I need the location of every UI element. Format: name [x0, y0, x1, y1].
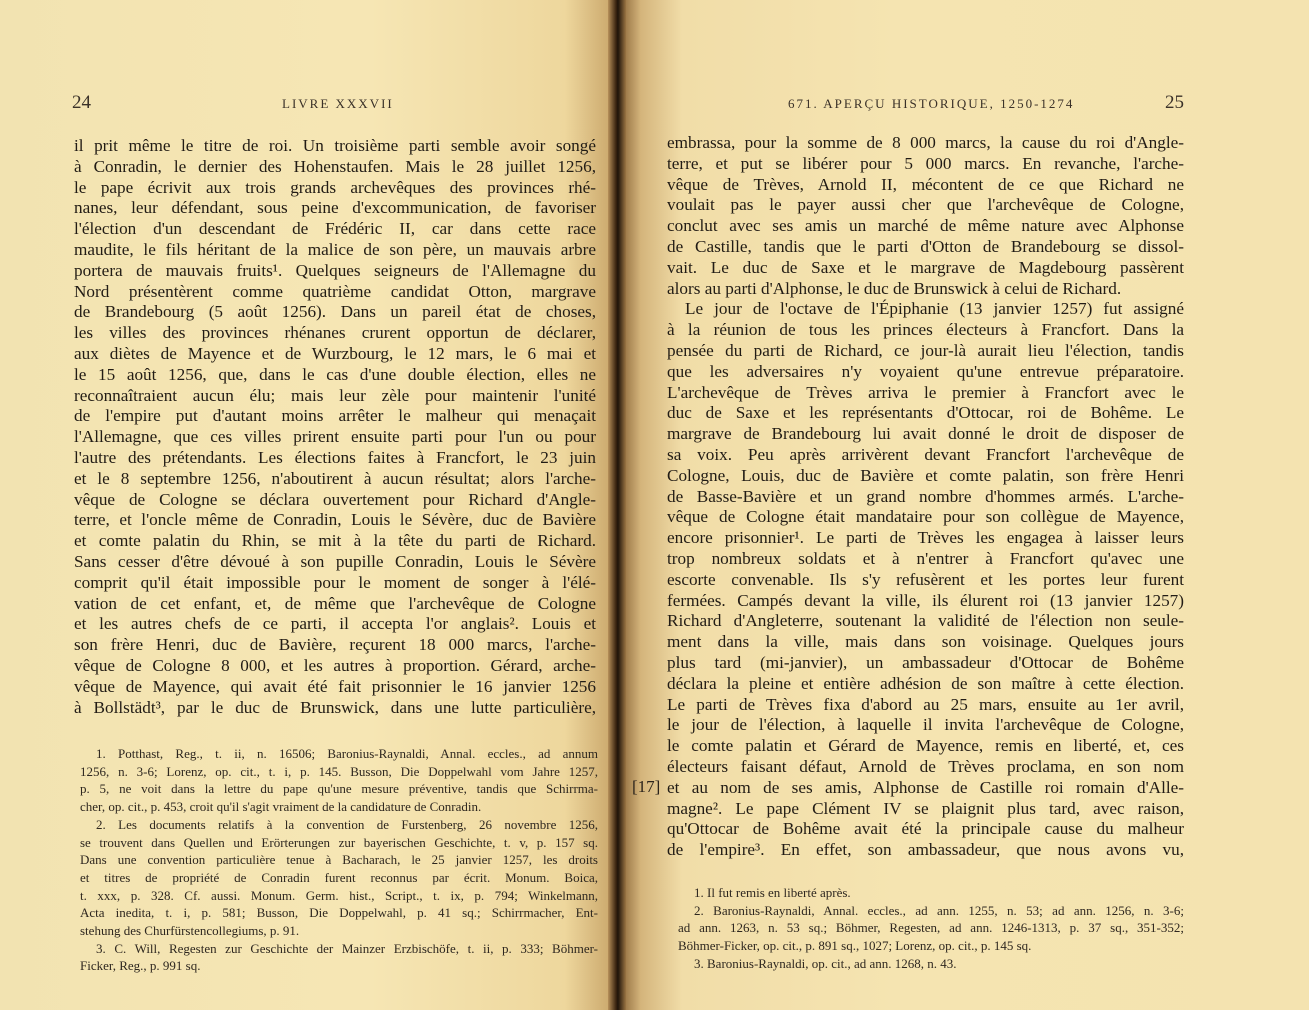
text-line: son frère Henri, duc de Bavière, reçurent 18 000 marcs, l'arche- — [74, 635, 596, 655]
footnote-line: 1256, n. 3-6; Lorenz, op. cit., t. i, p. 145. Busson, Die Doppelwahl vom Jahre 1257, — [80, 763, 598, 779]
text-line: les villes des provinces rhénanes crurent opportun de déclarer, — [74, 323, 596, 343]
footnote-line: Ficker, Reg., p. 991 sq. — [80, 958, 201, 974]
text-line: l'autre des prétendants. Les élections faites à Francfort, le 23 juin — [74, 447, 596, 467]
text-line: le 15 août 1256, que, dans le cas d'une double élection, elles ne — [74, 364, 596, 384]
footnotes — [678, 884, 1184, 973]
text-line: fermées. Campés devant la ville, ils élurent roi (13 janvier 1257) — [667, 590, 1184, 610]
text-line: à la réunion de tous les princes électeurs à Francfort. Dans la — [667, 320, 1184, 340]
footnote-line: se trouvent dans Quellen und Erörterungen zur bayerischen Geschichte, t. v, p. 157 sq. — [80, 834, 598, 850]
text-line: et le 8 septembre 1256, n'aboutirent à aucun résultat; alors l'arche- — [74, 468, 596, 488]
margin-marker: [17] — [632, 777, 661, 796]
text-line: électeurs faisant défaut, Arnold de Trèves proclama, en son nom — [667, 756, 1184, 776]
text-line: vêque de Trèves, Arnold II, mécontent de ce que Richard ne — [667, 174, 1184, 194]
text-line: de l'empire³. En effet, son ambassadeur, que nous avons vu, — [667, 840, 1184, 860]
text-line: Richard d'Angleterre, soutenant la validité de l'élection non seule- — [667, 611, 1184, 631]
footnote-line: Böhmer-Ficker, op. cit., p. 891 sq., 1027; Lorenz, op. cit., p. 145 sq. — [678, 938, 1032, 954]
text-line: comprit qu'il était impossible pour le moment de songer à l'élé- — [74, 572, 596, 592]
text-line: duc de Saxe et les représentants d'Ottocar, roi de Bohême. Le — [667, 403, 1184, 423]
text-line: portera de mauvais fruits¹. Quelques seigneurs de l'Allemagne du — [74, 260, 596, 280]
text-line: Sans cesser d'être dévoué à son pupille Conradin, Louis le Sévère — [74, 551, 596, 571]
footnote-line: 3. Baronius-Raynaldi, op. cit., ad ann. 1268, n. 43. — [694, 955, 957, 971]
text-line: trop nombreux soldats et à n'entrer à Francfort qu'avec une — [667, 548, 1184, 568]
text-line: de Brandebourg (5 août 1256). Dans un pareil état de choses, — [74, 302, 596, 322]
text-line: vation de cet enfant, et, de même que l'archevêque de Cologne — [74, 593, 596, 613]
text-line: nanes, leur défendant, sous peine d'excommunication, de favoriser — [74, 198, 596, 218]
text-line: alors au parti d'Alphonse, le duc de Brunswick à celui de Richard. — [667, 278, 1122, 298]
text-line: et comte palatin du Rhin, se mit à la tête du parti de Richard. — [74, 531, 596, 551]
text-line: le comte palatin et Gérard de Mayence, remis en liberté, et, ces — [667, 736, 1184, 756]
text-line: terre, et put se libérer pour 5 000 marcs. En revanche, l'arche- — [667, 153, 1184, 173]
footnote-line: stehung des Churfürstencollegiums, p. 91. — [80, 923, 300, 939]
text-line: et au nom de ses amis, Alphonse de Castille roi romain d'Alle- — [667, 777, 1184, 797]
footnote-line: 1. Il fut remis en liberté après. — [694, 885, 851, 900]
footnote-line: 3. C. Will, Regesten zur Geschichte der Mainzer Erzbischöfe, t. ii, p. 333; Böhmer- — [96, 940, 598, 956]
text-line: encore prisonnier¹. Le parti de Trèves les engagea à laisser leurs — [667, 528, 1184, 548]
text-line: sa voix. Peu après arrivèrent devant Francfort l'archevêque de — [667, 444, 1184, 464]
footnote-line: 2. Les documents relatifs à la convention de Furstenberg, 26 novembre 1256, — [96, 816, 598, 832]
text-line: déclara la pleine et entière adhésion de son maître à cette élection. — [667, 673, 1184, 693]
book-gutter — [608, 0, 626, 1010]
text-line: à Conradin, le dernier des Hohenstaufen. Mais le 28 juillet 1256, — [74, 156, 596, 176]
footnote-line: t. xxx, p. 328. Cf. aussi. Monum. Germ. hist., Script., t. ix, p. 794; Winkelmann, — [80, 887, 598, 903]
text-line: le pape écrivit aux trois grands archevêques des provinces rhé- — [74, 177, 596, 197]
text-line: Le parti de Trèves fixa d'abord au 25 mars, ensuite au 1er avril, — [667, 694, 1184, 714]
text-line: voulait pas le payer aussi cher que l'archevêque de Cologne, — [667, 195, 1184, 215]
page-number: 25 — [1165, 92, 1184, 113]
text-line: l'Allemagne, que ces villes prirent ensuite parti pour l'un ou pour — [74, 427, 596, 447]
text-line: embrassa, pour la somme de 8 000 marcs, la cause du roi d'Angle- — [667, 133, 1184, 152]
text-line: vait. Le duc de Saxe et le margrave de Magdebourg passèrent — [667, 257, 1184, 277]
footnotes — [80, 745, 598, 975]
text-line: et les autres chefs de ce parti, il accepta l'or anglais². Louis et — [74, 614, 596, 634]
footnote-line: p. 5, ne voit dans la lettre du pape qu'une mesure préventive, tandis que Schirrma- — [80, 781, 598, 797]
left-page — [0, 0, 614, 1010]
footnote-line: Acta inedita, t. i, p. 581; Busson, Die Doppelwahl, p. 41 sq.; Schirrmacher, Ent- — [80, 905, 598, 921]
footnote-line: 1. Potthast, Reg., t. ii, n. 16506; Baronius-Raynaldi, Annal. eccles., ad annum — [96, 746, 598, 761]
text-line: que les adversaires n'y voyaient qu'une entrevue préparatoire. — [667, 361, 1184, 381]
footnote-line: ad ann. 1263, n. 53 sq.; Böhmer, Regesten, ad ann. 1246-1313, p. 37 sq., 351-352; — [678, 920, 1184, 936]
body-text — [74, 136, 596, 718]
text-line: il prit même le titre de roi. Un troisième parti semble avoir songé — [74, 136, 596, 155]
text-line: vêque de Cologne était mandataire pour son collègue de Mayence, — [667, 507, 1184, 527]
text-line: Le jour de l'octave de l'Épiphanie (13 janvier 1257) fut assigné — [685, 299, 1184, 319]
text-line: de l'empire put d'autant moins arrêter le malheur qui menaçait — [74, 406, 596, 426]
footnote-line: et titres de propriété de Conradin furent reconnus par écrit. Monum. Boica, — [80, 869, 598, 885]
footnote-line: 2. Baronius-Raynaldi, Annal. eccles., ad ann. 1255, n. 53; ad ann. 1256, n. 3-6; — [694, 902, 1184, 918]
text-line: vêque de Mayence, qui avait été fait prisonnier le 16 janvier 1256 — [74, 676, 596, 696]
text-line: vêque de Cologne se déclara ouvertement pour Richard d'Angle- — [74, 489, 596, 509]
text-line: ment dans la ville, mais dans son voisinage. Quelques jours — [667, 632, 1184, 652]
text-line: Cologne, Louis, duc de Bavière et comte palatin, son frère Henri — [667, 465, 1184, 485]
text-line: terre, et l'oncle même de Conradin, Louis le Sévère, duc de Bavière — [74, 510, 596, 530]
text-line: reconnaîtraient aucun élu; mais leur zèle pour maintenir l'unité — [74, 385, 596, 405]
running-head: 671. APERÇU HISTORIQUE, 1250-1274 — [788, 96, 1075, 111]
text-line: de Castille, tandis que le parti d'Otton de Brandebourg se dissol- — [667, 236, 1184, 256]
text-line: aux diètes de Mayence et de Wurzbourg, le 12 mars, le 6 mai et — [74, 343, 596, 363]
text-line: L'archevêque de Trèves arriva le premier à Francfort avec le — [667, 382, 1184, 402]
text-line: margrave de Brandebourg lui avait donné le droit de disposer de — [667, 424, 1184, 444]
footnote-line: cher, op. cit., p. 453, croit qu'il s'agit vraiment de la candidature de Conradin. — [80, 799, 482, 815]
text-line: escorte convenable. Ils s'y refusèrent et les portes leur furent — [667, 569, 1184, 589]
text-line: Nord présentèrent comme quatrième candidat Otton, margrave — [74, 281, 596, 301]
text-line: maudite, le fils héritant de la malice de son père, un mauvais arbre — [74, 239, 596, 259]
text-line: le jour de l'élection, à laquelle il invita l'archevêque de Cologne, — [667, 715, 1184, 735]
page-number: 24 — [72, 92, 91, 113]
right-page — [620, 0, 1309, 1010]
text-line: plus tard (mi-janvier), un ambassadeur d'Ottocar de Bohême — [667, 652, 1184, 672]
text-line: à Bollstädt³, par le duc de Brunswick, dans une lutte particulière, — [74, 697, 596, 717]
text-line: qu'Ottocar de Bohême avait été la principale cause du malheur — [667, 819, 1184, 839]
text-line: conclut avec ses amis un marché de même nature avec Alphonse — [667, 216, 1184, 236]
text-line: pensée du parti de Richard, ce jour-là aurait lieu l'élection, tandis — [667, 340, 1184, 360]
text-line: vêque de Cologne 8 000, et les autres à proportion. Gérard, arche- — [74, 655, 596, 675]
footnote-line: Dans une convention particulière tenue à Bacharach, le 25 janvier 1257, les droits — [80, 852, 598, 868]
running-head: LIVRE XXXVII — [282, 96, 394, 111]
text-line: de Basse-Bavière et un grand nombre d'hommes armés. L'arche- — [667, 486, 1184, 506]
text-line: magne². Le pape Clément IV se plaignit plus tard, avec raison, — [667, 798, 1184, 818]
body-text — [667, 133, 1184, 861]
text-line: l'élection d'un descendant de Frédéric II, car dans cette race — [74, 219, 596, 239]
